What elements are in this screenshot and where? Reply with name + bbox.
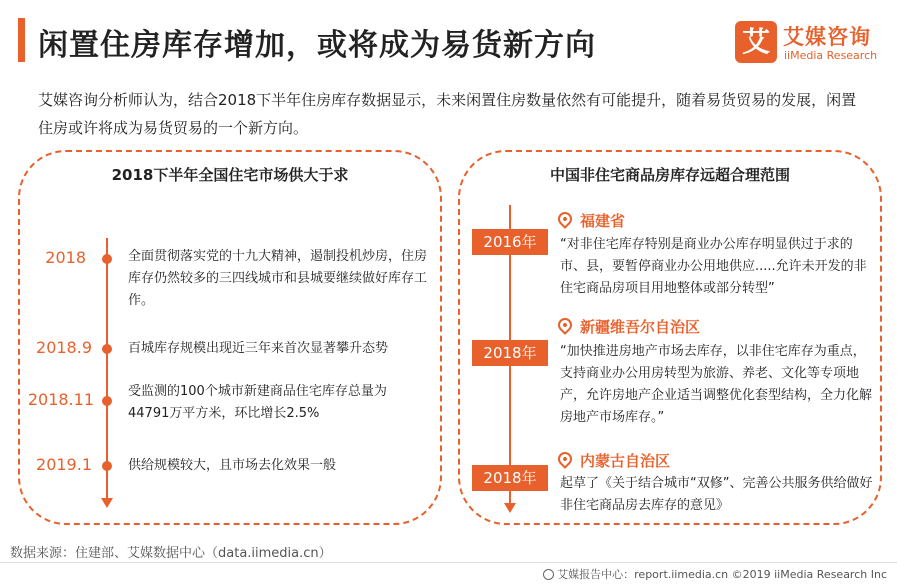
event-year: 2018.9 <box>36 338 92 357</box>
region-name: 新疆维吾尔自治区 <box>580 318 701 336</box>
panel-heading-right: 中国非住宅商品房库存远超合理范围 <box>549 166 790 184</box>
timeline-arrow-left <box>101 498 113 508</box>
logo-name-cn: 艾媒咨询 <box>783 25 871 49</box>
panel-heading-left: 2018下半年全国住宅市场供大于求 <box>111 166 349 184</box>
policy-quote: 起草了《关于结合城市“双修”、完善公共服务供给做好非住宅商品房去库存的意见》 <box>560 476 873 513</box>
region-name: 福建省 <box>580 212 626 230</box>
page-title: 闲置住房库存增加，或将成为易货新方向 <box>38 28 596 63</box>
event-text: 百城库存规模出现近三年来首次显著攀升态势 <box>128 341 389 356</box>
region-name: 内蒙古自治区 <box>580 452 671 470</box>
event-text: 受监测的100个城市新建商品住宅库存总量为44791万平方米，环比增长2.5% <box>128 384 387 421</box>
timeline-dot <box>102 461 112 471</box>
policy-quote: “加快推进房地产市场去库存，以非住宅库存为重点，支持商业办公用房转型为旅游、养老、文化等专项地产，允许房地产企业适当调整优化套型结构，全力化解房地产市场库存。” <box>560 344 873 425</box>
intro-paragraph: 艾媒咨询分析师认为，结合2018下半年住房库存数据显示，未来闲置住房数量依然有可能提升，随着易货贸易的发展，闲置住房或许将成为易货贸易的一个新方向。 <box>38 91 857 137</box>
year-tag: 2016年 <box>472 229 548 255</box>
event-year: 2018 <box>45 248 86 267</box>
event-text: 供给规模较大，且市场去化效果一般 <box>128 458 337 473</box>
year-tag: 2018年 <box>472 465 548 491</box>
logo-name-en: iiMedia Research <box>784 49 878 62</box>
footer-divider <box>0 562 897 563</box>
timeline-dot <box>102 396 112 406</box>
timeline-dot <box>102 254 112 264</box>
event-year: 2018.11 <box>27 390 94 409</box>
brand-logo <box>735 19 885 67</box>
policy-quote: “对非住宅库存特别是商业办公库存明显供过于求的市、县，要暂停商业办公用地供应.....允许未开发的非住宅商品房项目用地整体或部分转型” <box>560 237 867 296</box>
event-text: 全面贯彻落实党的十九大精神，遏制投机炒房，住房库存仍然较多的三四线城市和县城要继续做好库存工作。 <box>128 249 428 308</box>
timeline-arrow-right <box>504 503 516 513</box>
report-center-icon <box>543 569 554 580</box>
logo-icon: 艾 <box>735 21 777 63</box>
timeline-dot <box>102 344 112 354</box>
data-source: 数据来源：住建部、艾媒数据中心（data.iimedia.cn） <box>10 546 332 561</box>
footer-text: 艾媒报告中心：report.iimedia.cn ©2019 iiMedia Research Inc <box>557 568 887 581</box>
title-accent-bar <box>18 18 25 62</box>
event-year: 2019.1 <box>36 455 92 474</box>
footer-credit <box>543 566 887 582</box>
year-tag: 2018年 <box>472 340 548 366</box>
